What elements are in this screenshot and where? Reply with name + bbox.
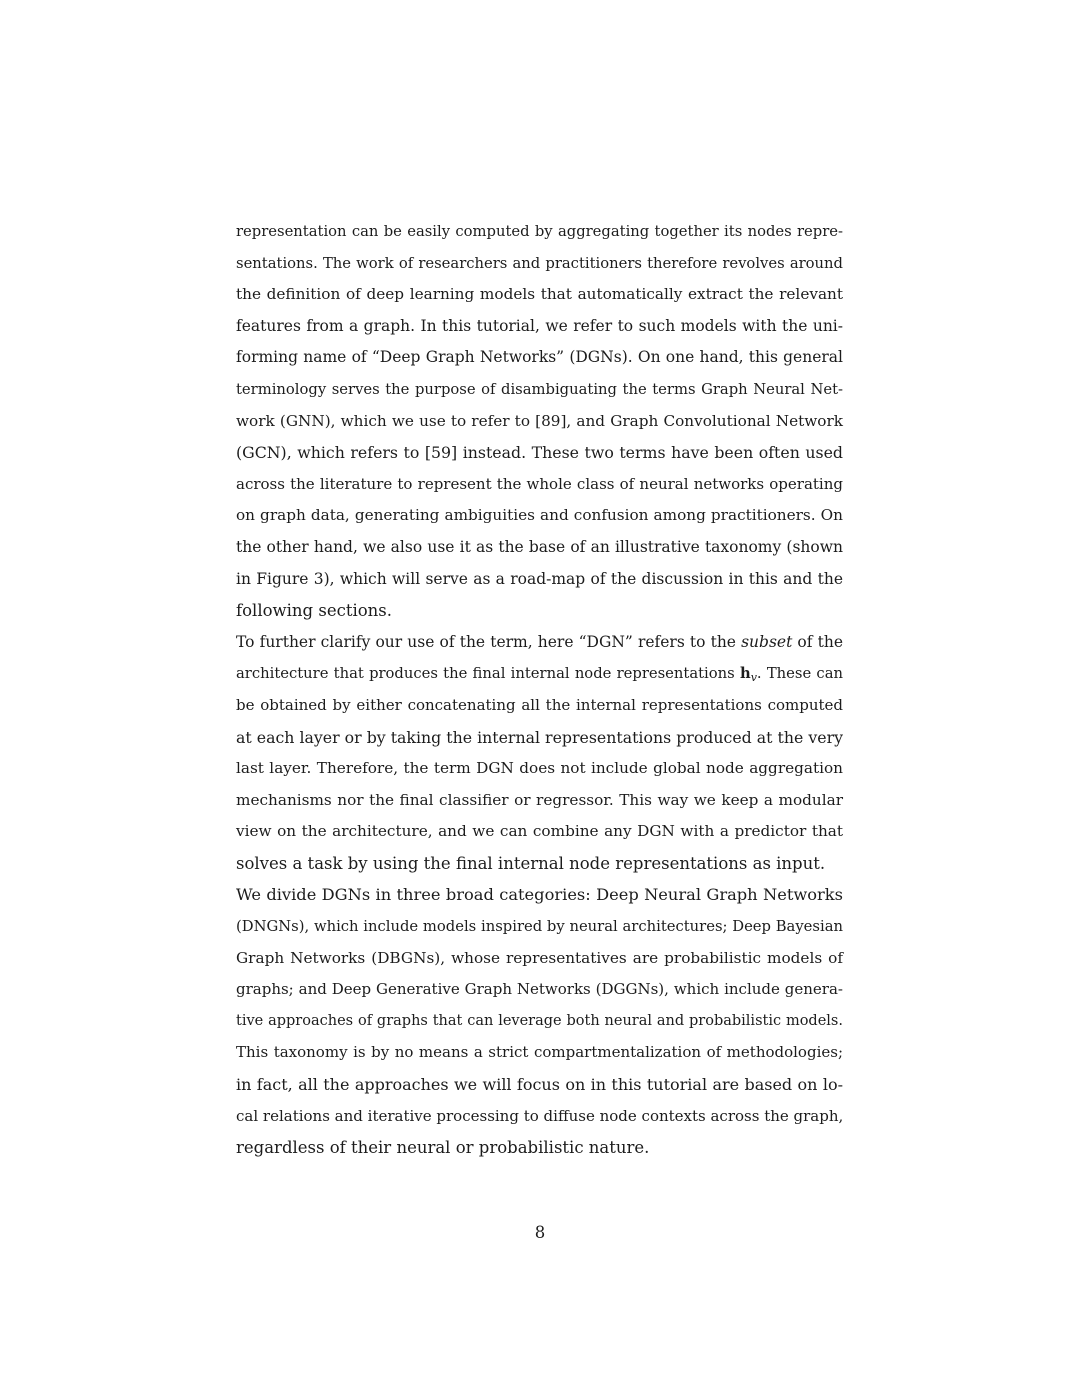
text-line: in fact, all the approaches we will focus on in this tutorial are based on lo- [236, 1075, 843, 1095]
math-vector-h: h [739, 665, 751, 683]
text-line: in Figure 3), which will serve as a road-map of the discussion in this and the [236, 569, 843, 588]
page-number: 8 [534, 1223, 546, 1242]
text-line: on graph data, generating ambiguities and confusion among practitioners. On [236, 506, 843, 525]
text-line: (DNGNs), which include models inspired by neural architectures; Deep Bayesian [236, 918, 843, 936]
text-line: representation can be easily computed by aggregating together its nodes repre- [236, 223, 843, 240]
text-line: cal relations and iterative processing to diffuse node contexts across the graph, [236, 1106, 844, 1125]
text-line: (GCN), which refers to [59] instead. These two terms have been often used [236, 443, 843, 463]
text-run: . These can [756, 665, 843, 683]
text-line: regardless of their neural or probabilistic nature. [236, 1138, 650, 1158]
text-line: graphs; and Deep Generative Graph Networks (DGGNs), which include genera- [236, 980, 843, 999]
text-line: work (GNN), which we use to refer to [89], and Graph Convolutional Network [236, 411, 843, 430]
text-run: architecture that produces the final internal node representations [236, 665, 740, 683]
text-line: sentations. The work of researchers and practitioners therefore revolves around [236, 254, 843, 272]
text-line: following sections. [236, 601, 393, 621]
text-line: We divide DGNs in three broad categories: Deep Neural Graph Networks [236, 885, 843, 905]
text-line: view on the architecture, and we can combine any DGN with a predictor that [236, 822, 843, 841]
text-line: last layer. Therefore, the term DGN does not include global node aggregation [236, 759, 843, 778]
page-body [236, 216, 843, 1164]
text-line: be obtained by either concatenating all the internal representations computed [236, 695, 843, 714]
text-line: This taxonomy is by no means a strict compartmentalization of methodologies; [236, 1043, 843, 1062]
text-line: the other hand, we also use it as the base of an illustrative taxonomy (shown [236, 537, 843, 556]
text-line: tive approaches of graphs that can leverage both neural and probabilistic models. [236, 1012, 843, 1029]
text-line: the definition of deep learning models that automatically extract the relevant [236, 285, 843, 304]
text-line: Graph Networks (DBGNs), whose representatives are probabilistic models of [236, 948, 843, 967]
text-line: mechanisms nor the final classifier or regressor. This way we keep a modular [236, 790, 843, 809]
text-line: across the literature to represent the whole class of neural networks operating [236, 474, 843, 493]
text-line: at each layer or by taking the internal representations produced at the very [236, 727, 843, 747]
text-line: forming name of “Deep Graph Networks” (DGNs). On one hand, this general [236, 348, 843, 367]
text-run: To further clarify our use of the term, here “DGN” refers to the [236, 632, 742, 651]
text-line [236, 658, 843, 690]
text-line [236, 627, 843, 659]
text-run: of the [792, 632, 843, 651]
text-line: solves a task by using the final internal node representations as input. [236, 853, 826, 873]
text-line: features from a graph. In this tutorial, we refer to such models with the uni- [236, 316, 843, 335]
emphasis-subset: subset [741, 632, 793, 651]
text-line: terminology serves the purpose of disambiguating the terms Graph Neural Net- [236, 380, 843, 398]
math-subscript-v: v [750, 671, 757, 685]
